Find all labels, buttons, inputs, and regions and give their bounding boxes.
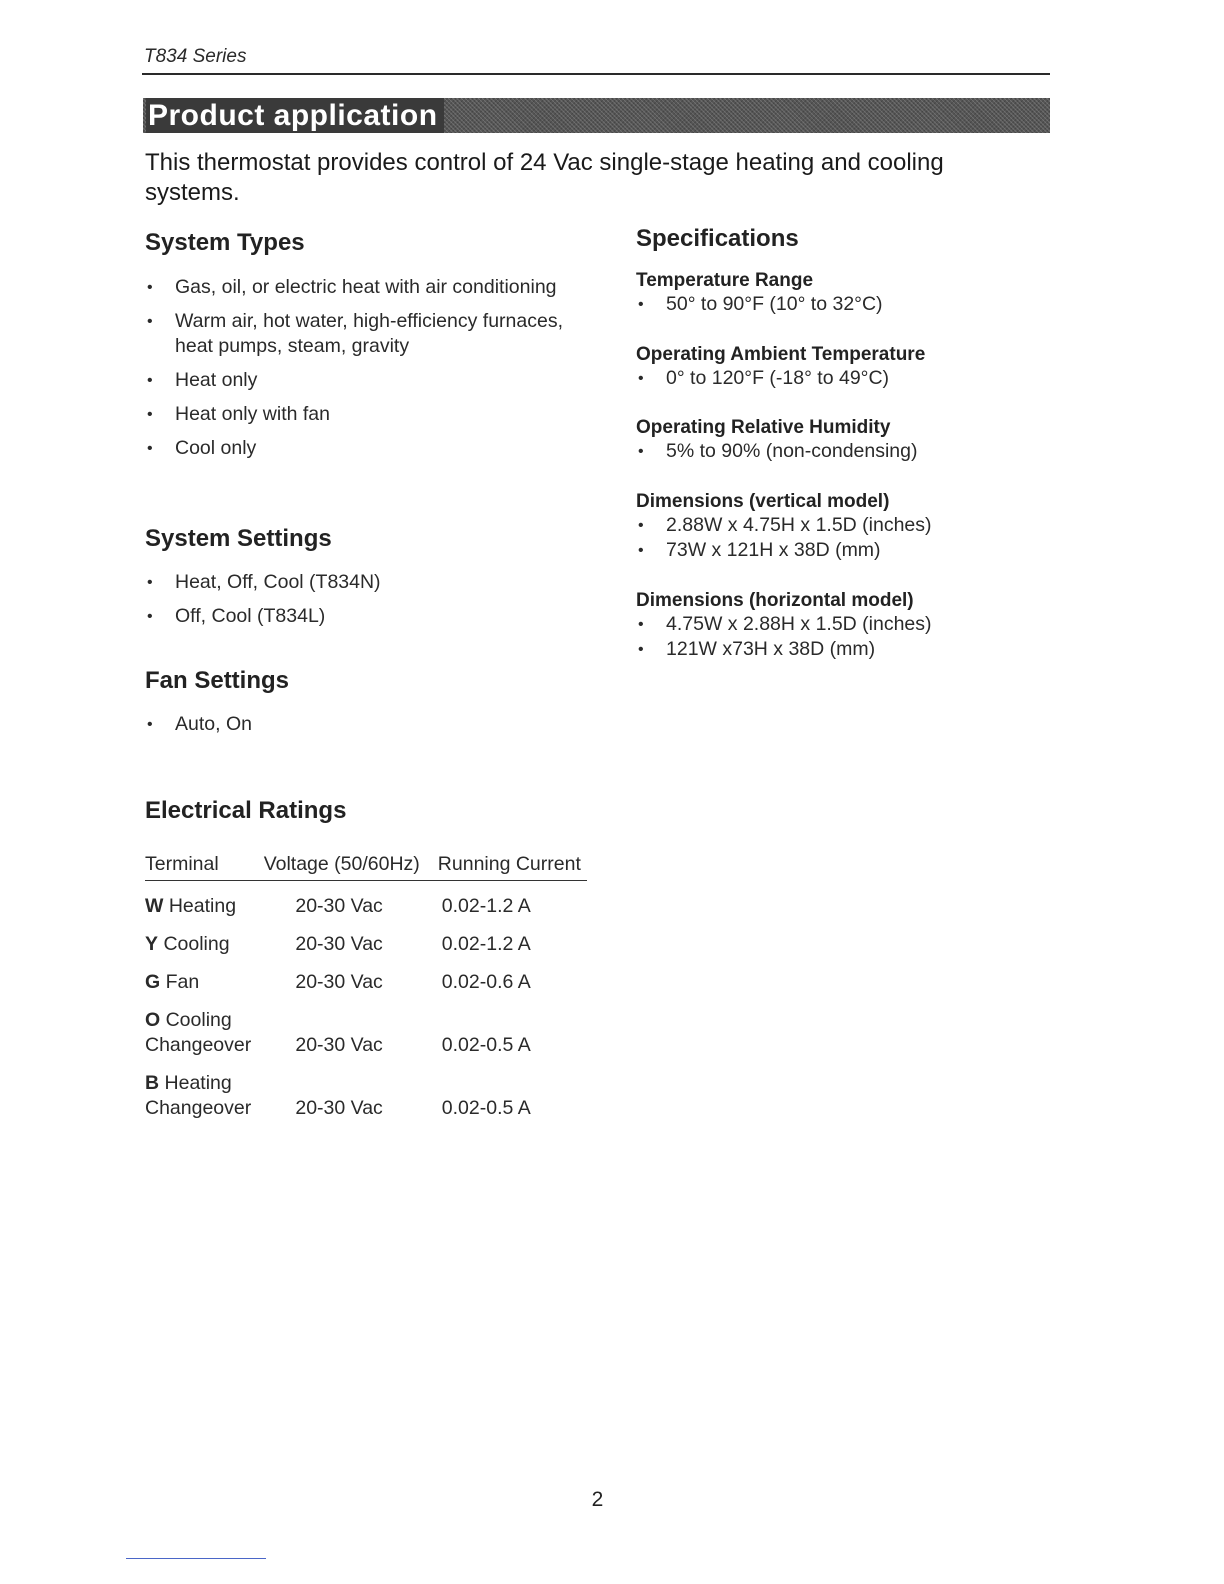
electrical-ratings-heading: Electrical Ratings — [145, 797, 347, 824]
list-item: • 5% to 90% (non-condensing) — [638, 440, 918, 462]
section-title: Product application — [146, 98, 444, 133]
column-header-voltage: Voltage (50/60Hz) — [264, 853, 438, 881]
spec-list — [636, 513, 1036, 563]
spec-group-ambient-temperature — [636, 344, 1036, 391]
spec-group-title: Operating Relative Humidity — [636, 417, 891, 438]
list-item: • Off, Cool (T834L) — [147, 605, 326, 627]
system-types-heading: System Types — [145, 229, 305, 256]
specifications-heading: Specifications — [636, 225, 799, 252]
terminal-cell: O Cooling Changeover — [145, 1009, 252, 1056]
table-row — [145, 919, 587, 957]
terminal-cell: G Fan — [145, 971, 200, 993]
spec-group-title: Dimensions (horizontal model) — [636, 590, 914, 611]
current-cell: 0.02-0.6 A — [441, 971, 531, 993]
spec-group-title: Operating Ambient Temperature — [636, 344, 926, 365]
list-item: • 0° to 120°F (-18° to 49°C) — [638, 367, 890, 389]
current-cell: 0.02-0.5 A — [441, 1097, 531, 1119]
spec-list — [636, 366, 1036, 391]
terminal-cell: B Heating Changeover — [145, 1072, 252, 1119]
spec-list — [636, 439, 1036, 464]
spec-group-temperature-range — [636, 270, 1036, 317]
list-item: • 50° to 90°F (10° to 32°C) — [638, 293, 883, 315]
spec-group-dimensions-horizontal — [636, 590, 1036, 662]
spec-list — [636, 292, 1036, 317]
voltage-cell: 20-30 Vac — [295, 1097, 383, 1119]
electrical-ratings-table — [145, 853, 587, 1121]
list-item: • 2.88W x 4.75H x 1.5D (inches) — [638, 514, 932, 536]
table-row — [145, 881, 587, 920]
current-cell: 0.02-1.2 A — [441, 895, 531, 917]
fan-settings-heading: Fan Settings — [145, 667, 290, 694]
list-item: • 73W x 121H x 38D (mm) — [638, 539, 881, 561]
terminal-cell: W Heating — [145, 895, 237, 917]
fan-settings-list — [145, 712, 565, 737]
spec-list — [636, 612, 1036, 662]
intro-paragraph: This thermostat provides control of 24 Vac single-stage heating and cooling systems. — [145, 149, 944, 206]
list-item: • 4.75W x 2.88H x 1.5D (inches) — [638, 613, 932, 635]
current-cell: 0.02-1.2 A — [441, 933, 531, 955]
voltage-cell: 20-30 Vac — [295, 1034, 383, 1056]
running-head: T834 Series — [144, 46, 247, 67]
section-banner — [143, 98, 1050, 133]
terminal-cell: Y Cooling — [145, 933, 230, 955]
table-header-row — [145, 853, 587, 881]
list-item: • 121W x73H x 38D (mm) — [638, 638, 876, 660]
list-item: • Cool only — [147, 437, 257, 459]
list-item: • Warm air, hot water, high-efficiency furnaces, heat pumps, steam, gravity — [147, 310, 564, 357]
spec-group-dimensions-vertical — [636, 491, 1036, 563]
footer-line — [126, 1558, 266, 1559]
column-header-terminal: Terminal — [145, 853, 264, 881]
spec-group-title: Dimensions (vertical model) — [636, 491, 890, 512]
system-settings-list — [145, 570, 565, 638]
spec-group-title: Temperature Range — [636, 270, 814, 291]
list-item: • Auto, On — [147, 713, 252, 735]
system-types-list — [145, 275, 565, 470]
voltage-cell: 20-30 Vac — [295, 895, 383, 917]
system-settings-heading: System Settings — [145, 525, 332, 552]
table-row — [145, 995, 587, 1058]
column-header-current: Running Current — [438, 853, 587, 881]
header-rule — [142, 73, 1050, 75]
list-item: • Heat, Off, Cool (T834N) — [147, 571, 381, 593]
page-number: 2 — [591, 1488, 604, 1511]
table-row — [145, 957, 587, 995]
list-item: • Heat only with fan — [147, 403, 331, 425]
table-row — [145, 1058, 587, 1121]
spec-group-relative-humidity — [636, 417, 1036, 464]
list-item: • Gas, oil, or electric heat with air conditioning — [147, 276, 557, 298]
voltage-cell: 20-30 Vac — [295, 971, 383, 993]
list-item: • Heat only — [147, 369, 258, 391]
current-cell: 0.02-0.5 A — [441, 1034, 531, 1056]
voltage-cell: 20-30 Vac — [295, 933, 383, 955]
